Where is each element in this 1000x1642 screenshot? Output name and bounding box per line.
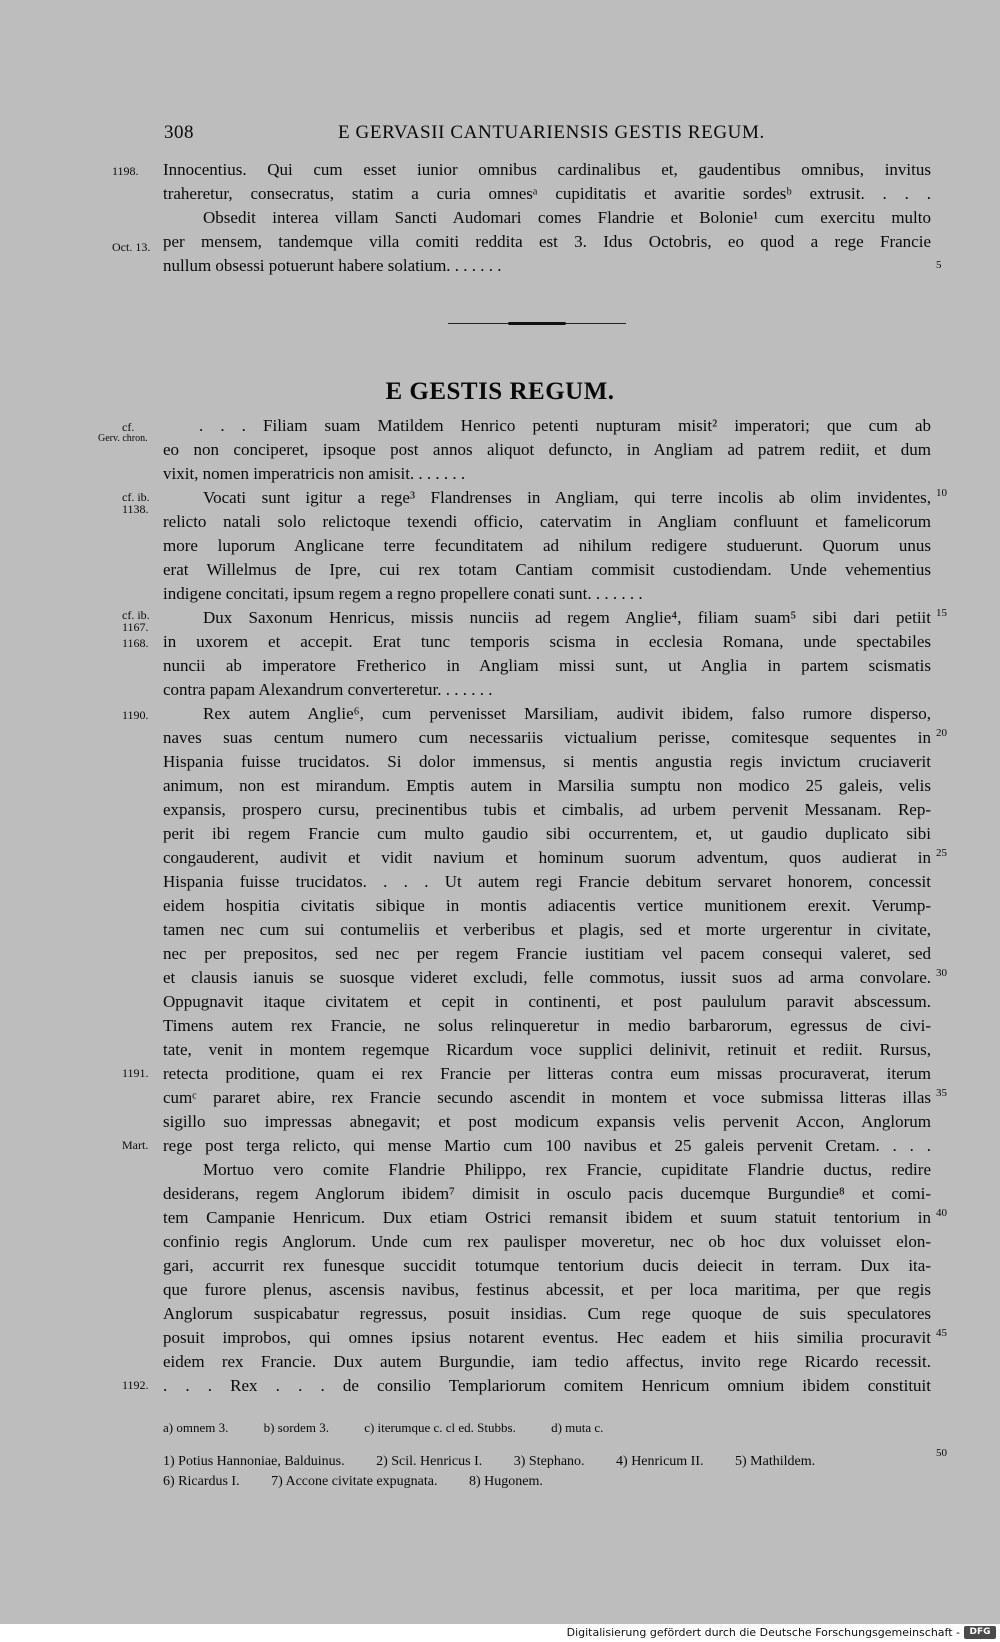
margin-date: 1167.: [122, 620, 149, 634]
text-line: . . . Filiam suam Matildem Henrico petenti nupturam misit² imperatori; que cum ab: [199, 416, 931, 435]
footnote: 7) Accone civitate expugnata.: [271, 1474, 438, 1489]
text-line: more luporum Anglicane terre fecunditatem ad nihilum redigere studuerunt. Quorum unus: [163, 536, 931, 555]
text-line: vixit, nomen imperatricis non amisit. . . . . . .: [163, 464, 466, 483]
text-line: expansis, prospero cursu, precinentibus tubis et cimbalis, ad urbem pervenit Messanam. Rep-: [163, 800, 931, 819]
margin-date: 1191.: [122, 1066, 149, 1080]
text-line: que furore plenus, ascensis navibus, festinus abcessit, et per loca maritima, per que regis: [163, 1280, 931, 1299]
text-line: tem Campanie Henricum. Dux etiam Ostrici remansit ibidem et suum statuit tentorium in: [163, 1208, 931, 1227]
text-line: nuncii ab imperatore Fretherico in Angliam missi sunt, ut Anglia in partem scismatis: [163, 656, 931, 675]
text-line: erat Willelmus de Ipre, cui rex totam Cantiam commisit custodiendam. Unde vehementius: [163, 560, 931, 579]
text-line: Dux Saxonum Henricus, missis nunciis ad regem Anglie⁴, filiam suam⁵ sibi dari petiit: [203, 608, 931, 627]
text-line: Timens autem rex Francie, ne solus relinqueretur in medio barbarorum, egressus de civi-: [163, 1016, 931, 1035]
text-line: retecta proditione, quam ei rex Francie per litteras contra eum missas procuraverat, iterum: [163, 1064, 931, 1083]
footnote: 1) Potius Hannoniae, Balduinus.: [163, 1454, 345, 1469]
footnotes-row: [163, 1474, 571, 1490]
text-line: sigillo suo impressas abnegavit; et post modicum expansis velis pervenit Accon, Anglorum: [163, 1112, 931, 1131]
margin-date: 1192.: [122, 1378, 149, 1392]
textual-note: d) muta c.: [551, 1420, 604, 1435]
text-line: perit ibi regem Francie cum multo gaudio sibi occurrentem, et, ut gaudio duplicato sibi: [163, 824, 931, 843]
line-number: 10: [936, 487, 947, 499]
margin-reference: cf. ib.: [122, 608, 150, 622]
textual-note: a) omnem 3.: [163, 1420, 229, 1435]
line-number: 50: [936, 1447, 947, 1459]
textual-notes: [163, 1420, 635, 1436]
line-number: 20: [936, 727, 947, 739]
text-line: traheretur, consecratus, statim a curia omnesᵃ cupiditatis et avaritie sordesᵇ extrusit. . . .: [163, 184, 931, 203]
text-line: naves suas centum numero cum necessariis victualium perisse, comitesque sequentes in: [163, 728, 931, 747]
text-line: Oppugnavit itaque civitatem et cepit in continenti, et post paululum paravit abscessum.: [163, 992, 931, 1011]
text-line: Obsedit interea villam Sancti Audomari comes Flandrie et Bolonie¹ cum exercitu multo: [203, 208, 931, 227]
section-divider-ornament: [448, 322, 626, 326]
margin-reference: Gerv. chron.: [98, 433, 148, 444]
line-number: 30: [936, 967, 947, 979]
funding-credit: Digitalisierung gefördert durch die Deutsche Forschungsgemeinschaft -: [566, 1626, 960, 1639]
text-line: desiderans, regem Anglorum ibidem⁷ dimisit in osculo pacis ducemque Burgundie⁸ et comi-: [163, 1184, 931, 1203]
line-number: 35: [936, 1087, 947, 1099]
footnote: 4) Henricum II.: [616, 1454, 704, 1469]
line-number: 5: [936, 259, 942, 271]
text-line: relicto natali solo relictoque texendi officio, catervatim in Angliam confluunt et famelicorum: [163, 512, 931, 531]
margin-date: 1138.: [122, 502, 149, 516]
margin-date: Mart.: [122, 1138, 149, 1152]
text-line: Innocentius. Qui cum esset iunior omnibus cardinalibus et, gaudentibus omnibus, invitus: [163, 160, 931, 179]
text-line: et clausis ianuis se suosque videret excludi, felle commotus, iussit suos ad arma convolare.: [163, 968, 931, 987]
footnote: 6) Ricardus I.: [163, 1474, 240, 1489]
page-header: [0, 122, 1000, 152]
text-line: confinio regis Anglorum. Unde cum rex paulisper moveretur, nec ob hoc dux voluisset elon-: [163, 1232, 931, 1251]
margin-date: 1198.: [112, 164, 139, 178]
credit-bar: [0, 1624, 1000, 1642]
line-number: 40: [936, 1207, 947, 1219]
text-line: Mortuo vero comite Flandrie Philippo, rex Francie, cupiditate Flandrie ductus, redire: [203, 1160, 931, 1179]
text-line: per mensem, tandemque villa comiti reddita est 3. Idus Octobris, eo quod a rege Francie: [163, 232, 931, 251]
line-number: 15: [936, 607, 947, 619]
text-line: tamen nec cum sui contumeliis et verberibus et plagis, sed et morte urgerentur in civitate,: [163, 920, 931, 939]
text-line: eo non conciperet, ipsoque post annos aliquot defuncto, in Angliam ad patrem rediit, et dum: [163, 440, 931, 459]
footnote: 2) Scil. Henricus I.: [376, 1454, 483, 1469]
footnote: 5) Mathildem.: [735, 1454, 816, 1469]
text-line: animum, non est mirandum. Emptis autem in Marsilia sumptu non modico 25 galeis, velis: [163, 776, 931, 795]
text-line: in uxorem et accepit. Erat tunc temporis scisma in ecclesia Romana, unde spectabiles: [163, 632, 931, 651]
text-line: Hispania fuisse trucidatos. Si dolor immensus, si mentis angustia regis invictum cruciaverit: [163, 752, 931, 771]
running-title: E GERVASII CANTUARIENSIS GESTIS REGUM.: [338, 122, 765, 143]
footnotes-row: [163, 1454, 843, 1470]
text-line: Rex autem Anglie⁶, cum pervenisset Marsiliam, audivit ibidem, falso rumore disperso,: [203, 704, 931, 723]
textual-note: b) sordem 3.: [263, 1420, 329, 1435]
line-number: 45: [936, 1327, 947, 1339]
text-line: nullum obsessi potuerunt habere solatium. . . . . . .: [163, 256, 502, 275]
text-line: tate, venit in montem regemque Ricardum voce supplici delinivit, retinuit et rediit. Rursus,: [163, 1040, 931, 1059]
page-number: 308: [164, 122, 194, 143]
text-line: eidem rex Francie. Dux autem Burgundie, iam tedio affectus, invito rege Ricardo recessit.: [163, 1352, 931, 1371]
text-line: . . . Rex . . . de consilio Templariorum comitem Henricum omnium ibidem constituit: [163, 1376, 931, 1395]
text-line: Anglorum suspicabatur regressus, posuit insidias. Cum rege quoque de suis speculatores: [163, 1304, 931, 1323]
text-line: cumᶜ pararet abire, rex Francie secundo ascendit in montem et voce submissa litteras illas: [163, 1088, 931, 1107]
textual-note: c) iterumque c. cl ed. Stubbs.: [364, 1420, 516, 1435]
margin-reference: cf.: [122, 420, 135, 434]
text-line: gari, accurrit rex funesque succidit totumque tentorium ducis deiecit in terram. Dux ita-: [163, 1256, 931, 1275]
text-line: eidem hospitia civitatis sibique in montis adiacentis vertice munitionem erexit. Verump-: [163, 896, 931, 915]
dfg-logo-icon[interactable]: DFG: [964, 1626, 996, 1639]
text-line: contra papam Alexandrum converteretur. . . . . . .: [163, 680, 493, 699]
margin-date: Oct. 13.: [112, 240, 151, 254]
text-line: congauderent, audivit et vidit navium et hominum suorum adventum, quos audierat in: [163, 848, 931, 867]
text-line: rege post terga relicto, qui mense Martio cum 100 navibus et 25 galeis pervenit Cretam. . . .: [163, 1136, 931, 1155]
text-line: posuit improbos, qui omnes ipsius notarent eventus. Hec eadem et hiis similia procuravit: [163, 1328, 931, 1347]
margin-reference: cf. ib.: [122, 490, 150, 504]
text-line: Vocati sunt igitur a rege³ Flandrenses in Angliam, qui terre incolis ab olim invidentes,: [203, 488, 931, 507]
text-line: indigene concitati, ipsum regem a regno propellere conati sunt. . . . . . .: [163, 584, 643, 603]
margin-date: 1190.: [122, 708, 149, 722]
text-line: nec per prepositos, sed nec per regem Francie iustitiam vel pacem consequi valeret, sed: [163, 944, 931, 963]
footnote: 3) Stephano.: [513, 1454, 585, 1469]
line-number: 25: [936, 847, 947, 859]
footnote: 8) Hugonem.: [468, 1474, 543, 1489]
section-title: E GESTIS REGUM.: [385, 378, 615, 405]
margin-date: 1168.: [122, 636, 149, 650]
text-line: Hispania fuisse trucidatos. . . . Ut autem regi Francie debitum servaret honorem, concessit: [163, 872, 931, 891]
